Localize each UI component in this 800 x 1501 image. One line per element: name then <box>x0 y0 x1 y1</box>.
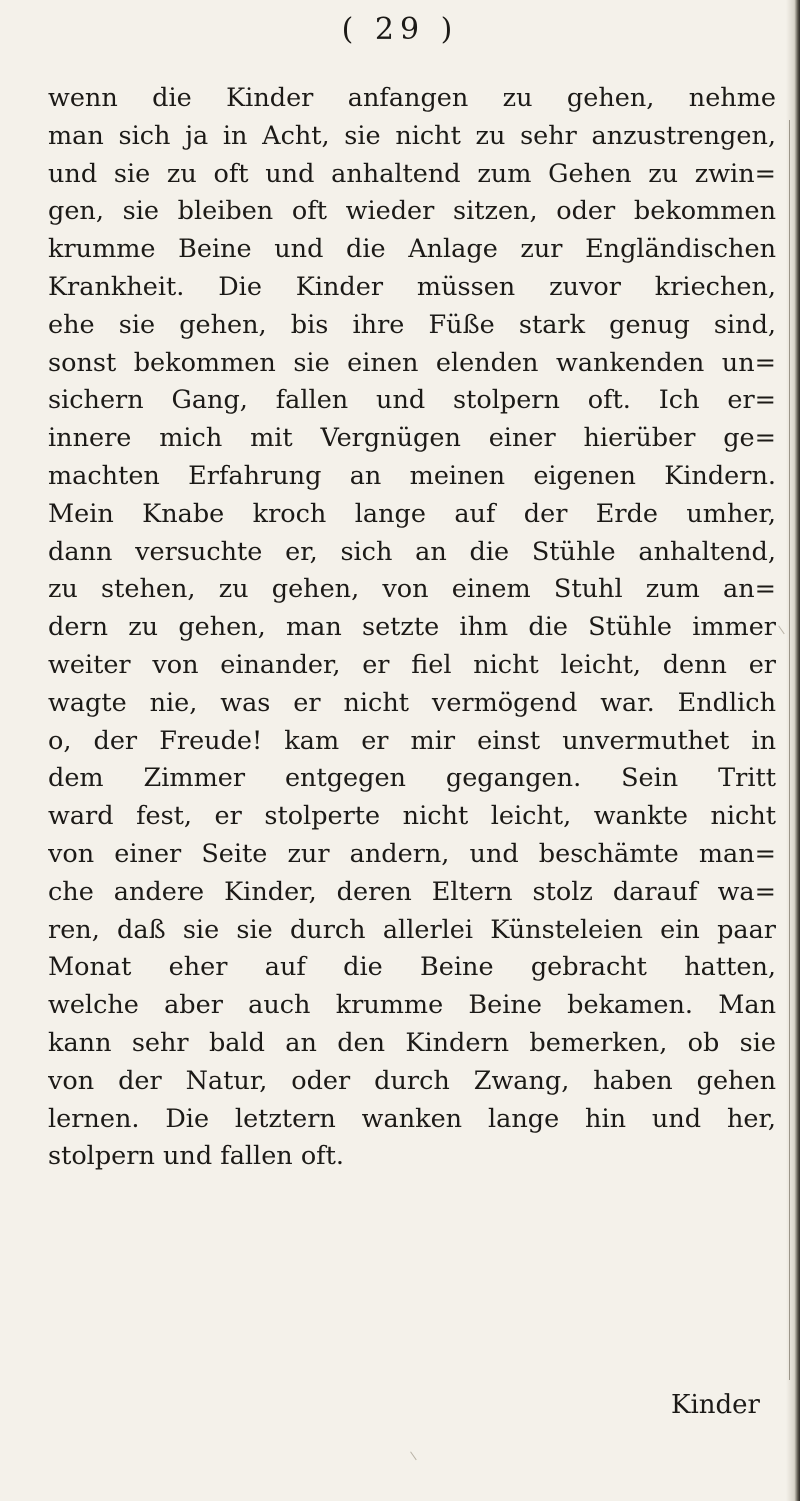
text-line: weiter von einander, er fiel nicht leicht, denn er <box>48 649 776 680</box>
text-line: stolpern und fallen oft. <box>48 1141 344 1172</box>
text-line: zu stehen, zu gehen, von einem Stuhl zum an= <box>48 574 776 605</box>
text-line: o, der Freude! kam er mir einst unvermuthet in <box>48 725 776 756</box>
text-line: sichern Gang, fallen und stolpern oft. Ich er= <box>48 385 776 416</box>
text-line: lernen. Die letztern wanken lange hin und her, <box>48 1103 776 1134</box>
text-line: che andere Kinder, deren Eltern stolz darauf wa= <box>48 876 776 907</box>
paper-mark <box>410 1446 425 1461</box>
text-line: Monat eher auf die Beine gebracht hatten, <box>48 952 776 983</box>
page-number: ( 29 ) <box>341 12 459 47</box>
text-line: sonst bekommen sie einen elenden wankenden un= <box>48 347 776 378</box>
text-line: Krankheit. Die Kinder müssen zuvor kriechen, <box>48 271 776 302</box>
text-line: von einer Seite zur andern, und beschämte man= <box>48 838 776 869</box>
text-line: machten Erfahrung an meinen eigenen Kindern. <box>48 460 776 491</box>
text-line: welche aber auch krumme Beine bekamen. Man <box>48 990 776 1021</box>
text-line: gen, sie bleiben oft wieder sitzen, oder bekommen <box>48 196 776 227</box>
text-line: Mein Knabe kroch lange auf der Erde umher, <box>48 498 776 529</box>
body-text <box>48 80 776 1176</box>
text-line: krumme Beine und die Anlage zur Engländischen <box>48 234 776 265</box>
text-line: ehe sie gehen, bis ihre Füße stark genug sind, <box>48 309 776 340</box>
text-line: innere mich mit Vergnügen einer hierüber ge= <box>48 423 776 454</box>
catchword: Kinder <box>671 1390 760 1420</box>
text-line: von der Natur, oder durch Zwang, haben gehen <box>48 1065 776 1096</box>
text-line: ren, daß sie sie durch allerlei Künsteleien ein paar <box>48 914 776 945</box>
text-line: wagte nie, was er nicht vermögend war. Endlich <box>48 687 776 718</box>
text-line: man sich ja in Acht, sie nicht zu sehr anzustrengen, <box>48 120 776 151</box>
text-line: wenn die Kinder anfangen zu gehen, nehme <box>48 83 776 113</box>
text-line: dem Zimmer entgegen gegangen. Sein Tritt <box>48 763 776 794</box>
text-line: dann versuchte er, sich an die Stühle anhaltend, <box>48 536 776 567</box>
text-line: ward fest, er stolperte nicht leicht, wankte nicht <box>48 801 776 832</box>
text-line: dern zu gehen, man setzte ihm die Stühle immer <box>48 612 776 643</box>
text-line: und sie zu oft und anhaltend zum Gehen zu zwin= <box>48 158 776 189</box>
text-line: kann sehr bald an den Kindern bemerken, ob sie <box>48 1027 776 1058</box>
page-edge-line <box>789 120 790 1380</box>
